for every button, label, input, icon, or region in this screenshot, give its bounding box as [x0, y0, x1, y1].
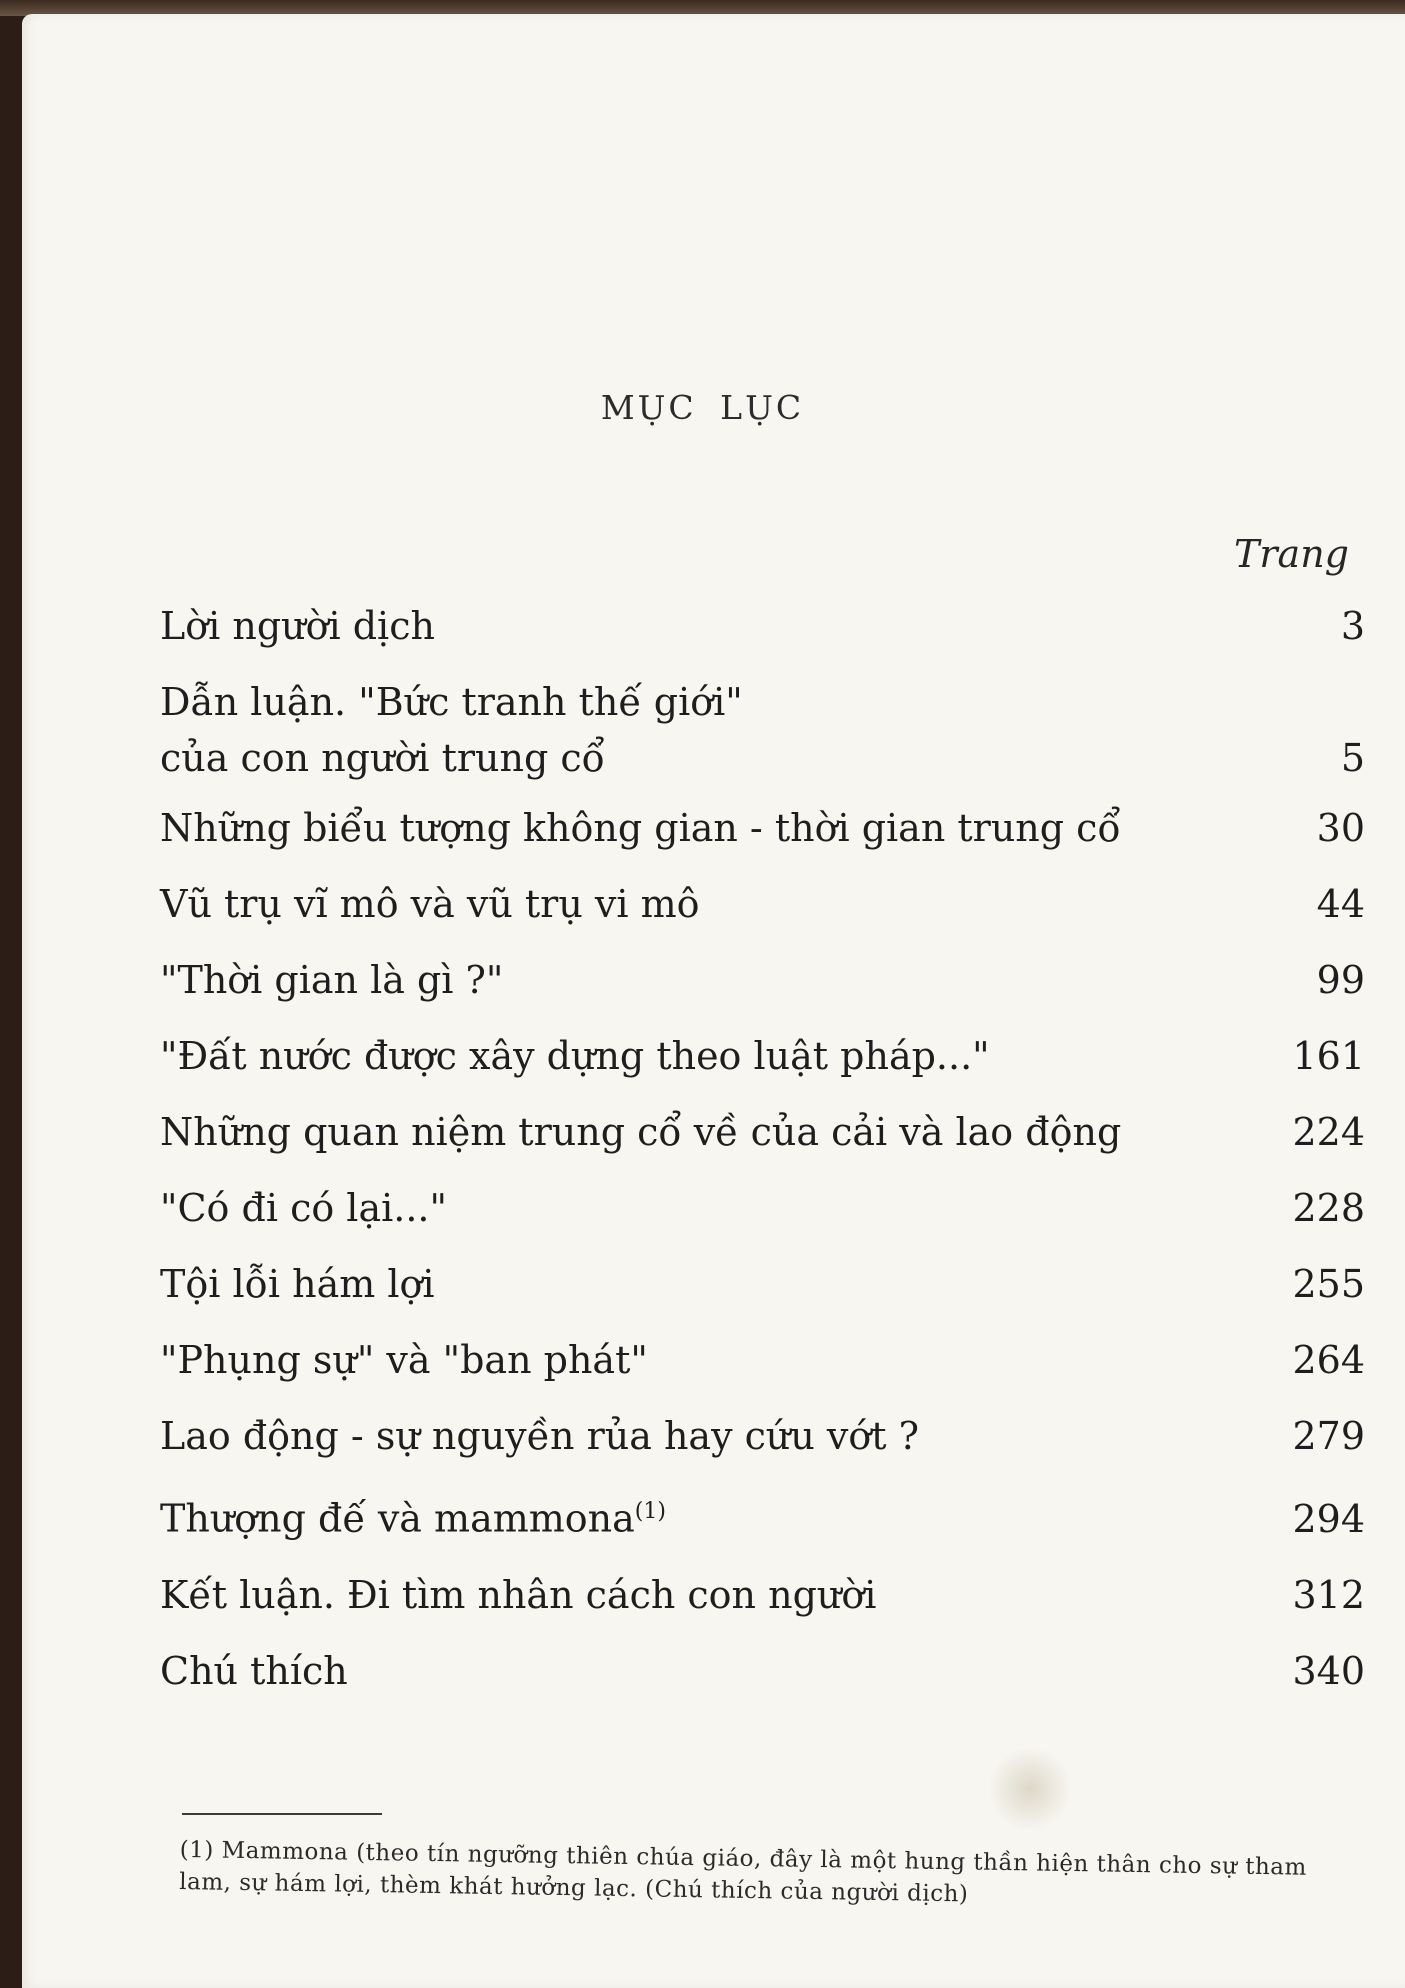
toc-entry-title: Lao động - sự nguyền rủa hay cứu vớt ?	[160, 1414, 919, 1458]
toc-entry-title: Lời người dịch	[160, 604, 435, 648]
toc-entry-title: Dẫn luận. "Bức tranh thế giới" của con người trung cổ	[160, 680, 743, 780]
toc-entry	[160, 952, 1365, 1008]
toc-entry-title: Kết luận. Đi tìm nhân cách con người	[160, 1572, 877, 1617]
toc-entry	[160, 1104, 1365, 1160]
toc-entry	[160, 1643, 1365, 1699]
toc-entry-title: "Thời gian là gì ?"	[160, 958, 504, 1002]
toc-entry	[160, 876, 1365, 932]
toc-entry-page: 44	[1316, 882, 1365, 926]
toc-entry	[160, 1028, 1365, 1084]
toc-entry	[160, 1567, 1365, 1623]
toc-entry	[160, 1484, 1365, 1547]
toc-entry-page: 5	[1340, 736, 1365, 780]
toc-entry-title: Chú thích	[160, 1648, 348, 1693]
toc-entry-page: 279	[1292, 1414, 1365, 1458]
footnote-divider	[182, 1813, 382, 1815]
toc-entry-title: Những quan niệm trung cổ về của cải và lao động	[160, 1110, 1122, 1154]
toc-entry-page: 224	[1292, 1110, 1365, 1154]
toc-entry-page: 228	[1292, 1186, 1365, 1230]
toc-entry-page: 99	[1316, 958, 1365, 1002]
toc-entry-page: 3	[1340, 604, 1365, 648]
toc-entry-page: 30	[1316, 806, 1365, 850]
paper-stain	[990, 1744, 1070, 1834]
toc-entry-page: 264	[1292, 1338, 1365, 1382]
page-heading: MỤC LỤC	[600, 388, 805, 427]
toc-entry	[160, 800, 1365, 856]
toc-entry-title: Vũ trụ vĩ mô và vũ trụ vi mô	[160, 882, 700, 926]
toc-entry	[160, 598, 1365, 654]
table-of-contents	[160, 598, 1365, 1719]
toc-entry-title: Những biểu tượng không gian - thời gian trung cổ	[160, 806, 1121, 850]
toc-entry-page: 340	[1292, 1648, 1365, 1693]
toc-entry	[160, 1180, 1365, 1236]
toc-entry	[160, 674, 1365, 786]
toc-entry-title: "Đất nước được xây dựng theo luật pháp..."	[160, 1034, 990, 1078]
page-column-label: Trang	[1234, 532, 1349, 576]
toc-entry-page: 312	[1292, 1572, 1365, 1617]
toc-entry-title: "Có đi có lại..."	[160, 1186, 447, 1230]
toc-entry	[160, 1408, 1365, 1464]
footnote: (1) Mammona (theo tín ngưỡng thiên chúa giáo, đây là một hung thần hiện thân cho sự tham lam, sự hám lợi, thèm khát hưởng lạc. (Chú thích của người dịch)	[179, 1836, 1308, 1908]
toc-entry-page: 161	[1292, 1034, 1365, 1078]
toc-entry	[160, 1256, 1365, 1312]
toc-entry-title: "Phụng sự" và "ban phát"	[160, 1338, 648, 1382]
toc-entry-page: 294	[1292, 1496, 1365, 1541]
footnote-marker: (1)	[634, 1499, 666, 1524]
toc-entry-page: 255	[1292, 1262, 1365, 1306]
toc-entry-title: Thượng đế và mammona$^{(1)}$	[160, 1496, 666, 1541]
toc-entry-title: Tội lỗi hám lợi	[160, 1262, 435, 1306]
toc-entry	[160, 1332, 1365, 1388]
